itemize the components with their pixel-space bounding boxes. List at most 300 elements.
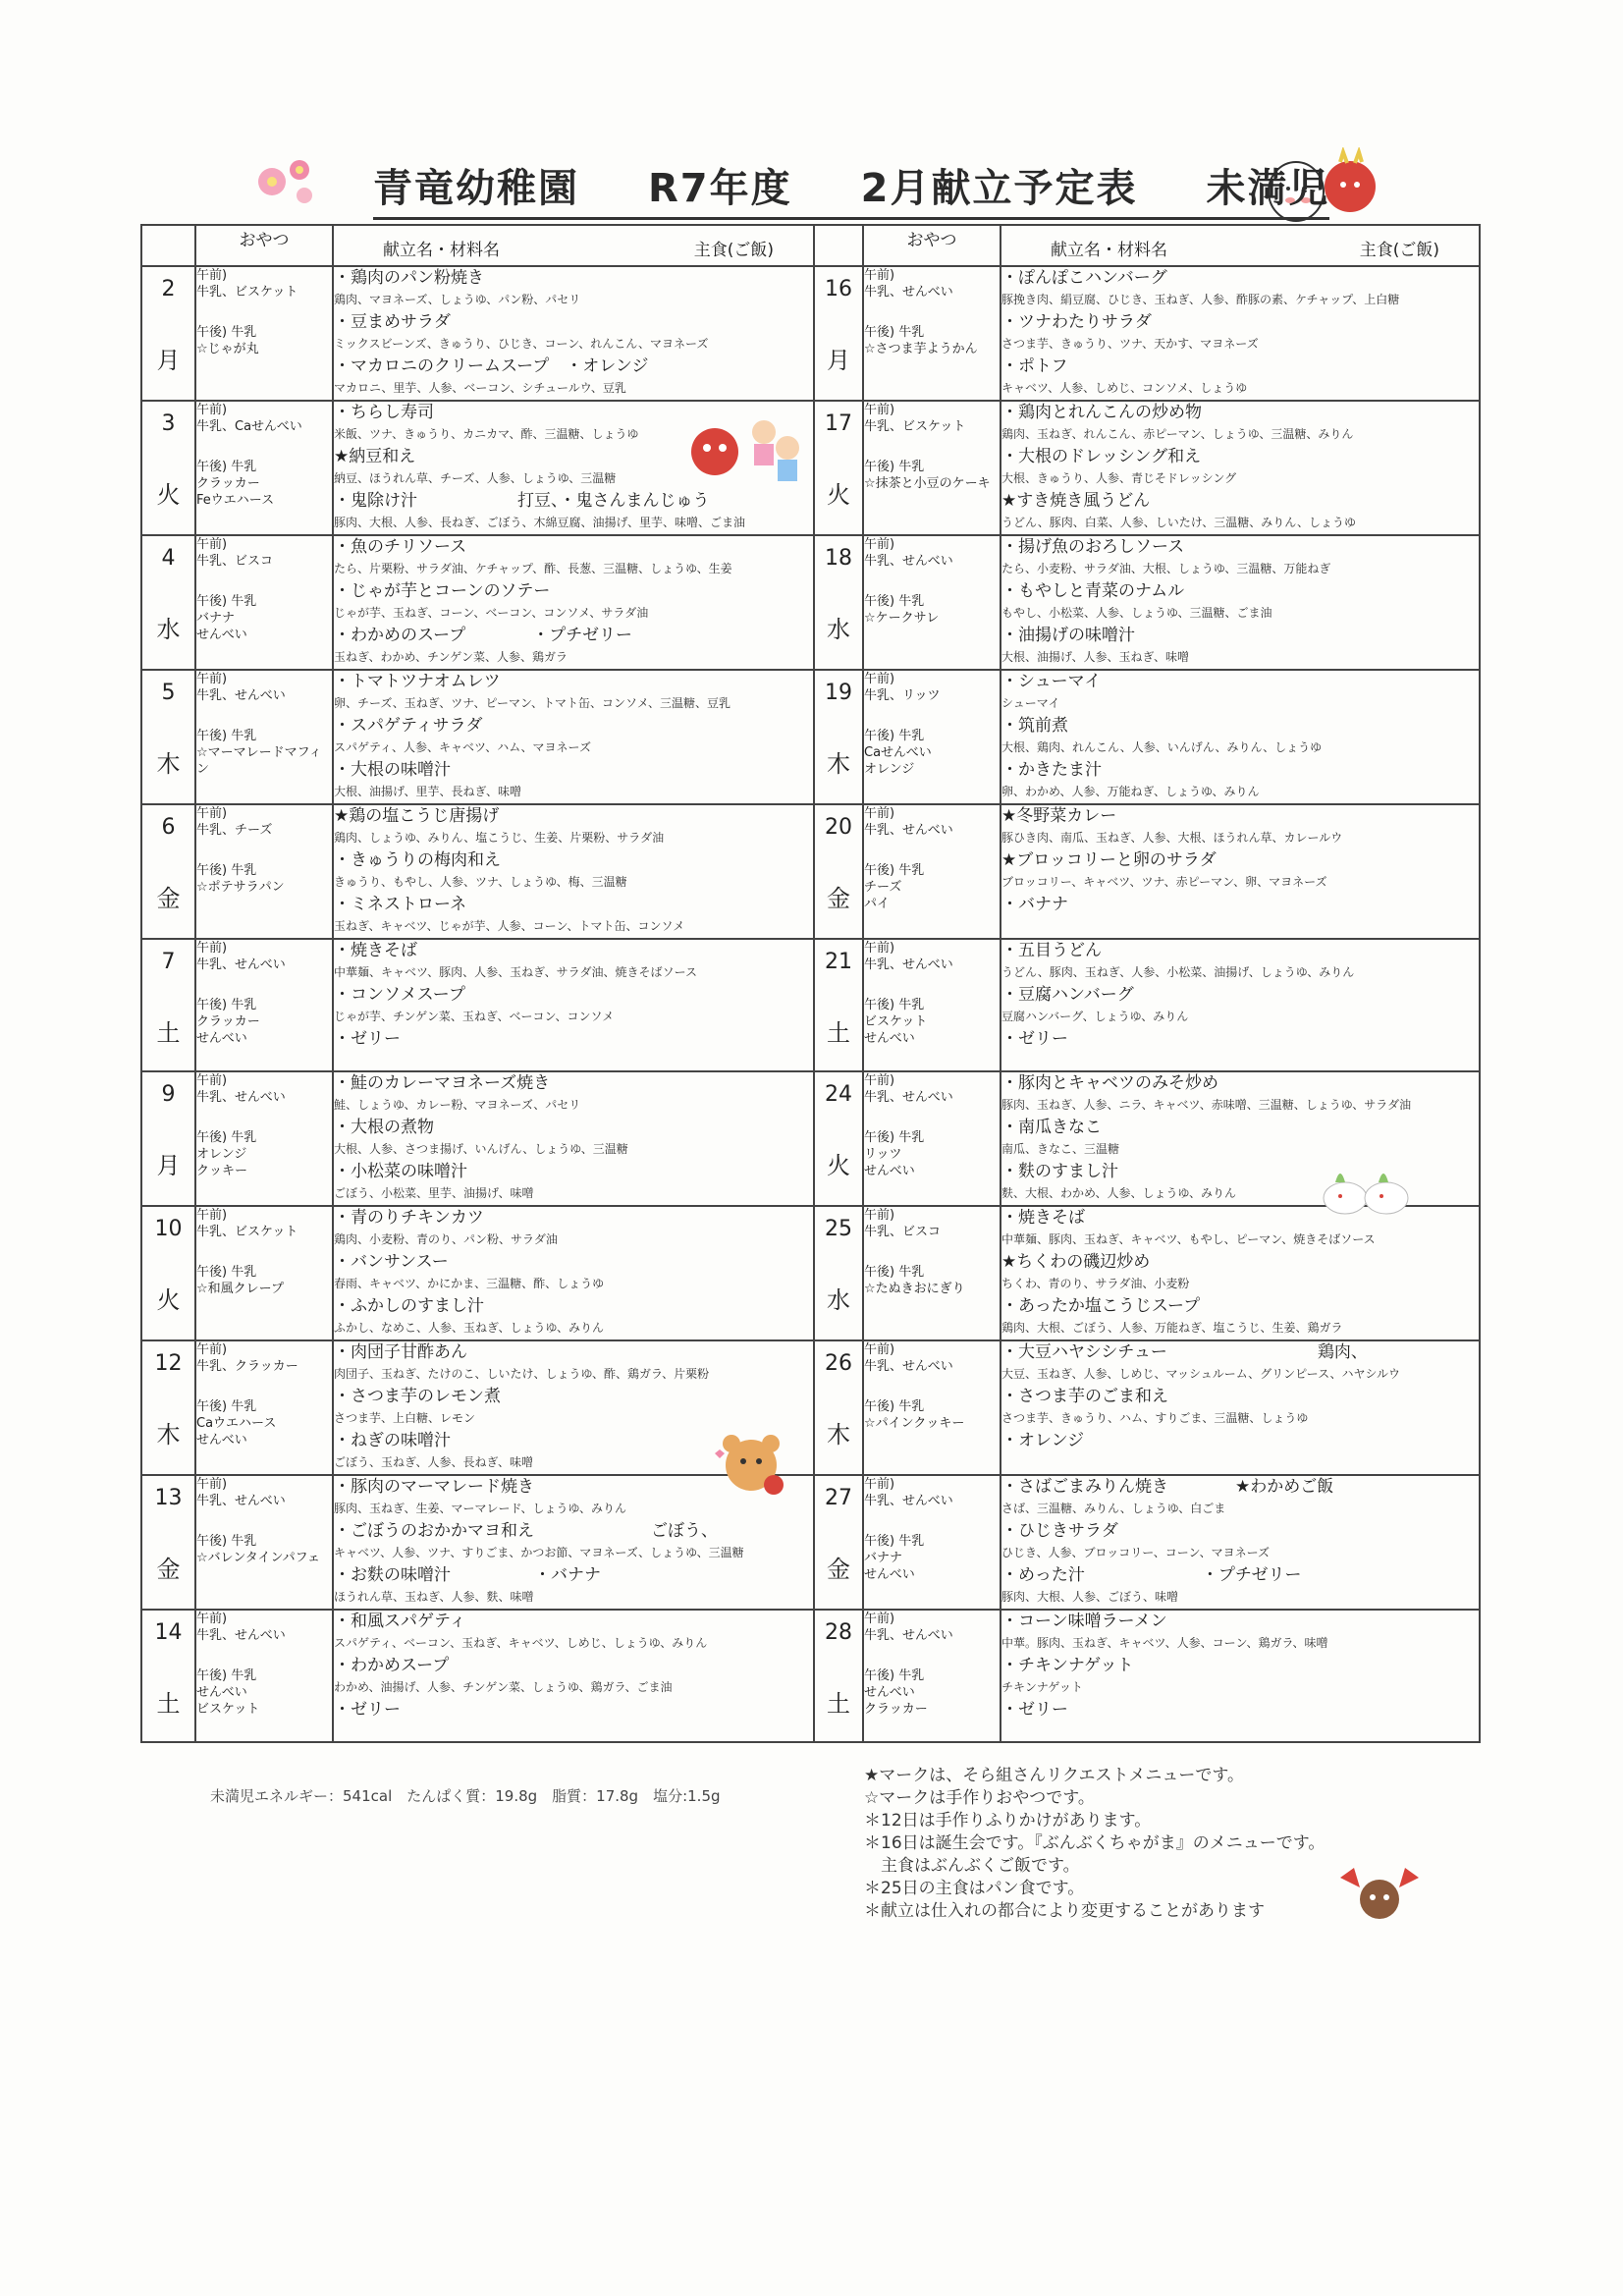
day-cell: 17 火 (814, 401, 863, 535)
dishes-cell (333, 1206, 814, 1340)
am-snack: 牛乳、せんべい (196, 688, 286, 703)
snack-cell (195, 266, 333, 401)
pm-label: 午後) 牛乳 (864, 1668, 925, 1683)
dish-ingredients: 豚肉、大根、人参、長ねぎ、ごぼう、木綿豆腐、油揚げ、里芋、味噌、ごま油 (334, 516, 746, 529)
menu-row (141, 535, 1480, 670)
am-label: 午前) (864, 537, 895, 552)
dish-ingredients: ひじき、人参、ブロッコリー、コーン、マヨネーズ (1001, 1546, 1271, 1559)
pm-snack-item: クラッカー (196, 1014, 260, 1029)
day-cell: 7 土 (141, 939, 195, 1071)
snack-cell (195, 1475, 333, 1610)
pm-label: 午後) 牛乳 (196, 1534, 257, 1549)
dish-name: ・かきたま汁 (1001, 760, 1102, 780)
dish-name: ・さつま芋のごま和え (1001, 1387, 1168, 1406)
dish-name: ・大根の味噌汁 (334, 760, 451, 780)
day-cell: 9 月 (141, 1071, 195, 1206)
pm-snack-item: ☆たぬきおにぎり (864, 1282, 965, 1296)
am-snack: 牛乳、せんべい (864, 1628, 953, 1643)
dishes-cell (1001, 804, 1480, 939)
dish-name: ★すき焼き風うどん (1001, 491, 1151, 511)
dish-name: ・オレンジ (1001, 1431, 1085, 1450)
pm-snack-item: せんべい (864, 1164, 915, 1178)
dish-name: ・ミネストローネ (334, 895, 467, 914)
dish-name: ・ふかしのすまし汁 (334, 1296, 484, 1316)
dish-ingredients: 大根、きゅうり、人参、青じそドレッシング (1001, 471, 1237, 485)
dish-name: ・筑前煮 (1001, 716, 1068, 736)
dish-name: ・和風スパゲティ (334, 1612, 466, 1631)
dish-ingredients: 大根、人参、さつま揚げ、いんげん、しょうゆ、三温糖 (334, 1142, 628, 1156)
dish-name: ・ゼリー (1001, 1029, 1068, 1049)
am-label: 午前) (864, 268, 895, 283)
dish-name: ・五目うどん (1001, 941, 1102, 960)
dish-name: ★ブロッコリーと卵のサラダ (1001, 850, 1217, 870)
dishes-cell (1001, 1610, 1480, 1742)
day-cell: 3 火 (141, 401, 195, 535)
am-label: 午前) (864, 1612, 895, 1626)
dish-name: ・ゼリー (1001, 1700, 1068, 1720)
dishes-cell (333, 535, 814, 670)
am-label: 午前) (864, 806, 895, 821)
menu-table (140, 224, 1481, 1743)
dish-name: ・豚肉のマーマレード焼き (334, 1477, 534, 1497)
dishes-cell (1001, 939, 1480, 1071)
pm-snack-item: Feウエハース (196, 493, 275, 508)
dish-ingredients: 鶏肉、大根、ごぼう、人参、万能ねぎ、塩こうじ、生姜、鶏ガラ (1001, 1321, 1343, 1335)
day-cell: 10 火 (141, 1206, 195, 1340)
pm-snack-item: バナナ (196, 611, 236, 626)
pm-snack-item: パイ (864, 897, 891, 911)
day-cell: 21 土 (814, 939, 863, 1071)
dish-name: ・焼きそば (1001, 1208, 1085, 1228)
dish-ingredients: チキンナゲット (1001, 1680, 1083, 1694)
dish-name: ・コンソメスープ (334, 985, 465, 1005)
pm-snack-item: ☆和風クレープ (196, 1282, 285, 1296)
dishes-cell (1001, 401, 1480, 535)
pm-snack-item: リッツ (864, 1147, 902, 1162)
dishes-cell (1001, 266, 1480, 401)
snack-cell (195, 1071, 333, 1206)
pm-snack-item: ☆ケークサレ (864, 611, 940, 626)
am-snack: 牛乳、せんべい (196, 1628, 286, 1643)
dish-ingredients: 米飯、ツナ、きゅうり、カニカマ、酢、三温糖、しょうゆ (334, 427, 639, 441)
am-label: 午前) (196, 1208, 228, 1223)
am-snack: 牛乳、ビスケット (196, 285, 298, 300)
pm-snack-item: せんべい (196, 1433, 247, 1448)
dish-name: ・スパゲティサラダ (334, 716, 483, 736)
dish-ingredients: ごぼう、玉ねぎ、人参、長ねぎ、味噌 (334, 1455, 534, 1469)
dish-name: ★納豆和え (334, 447, 416, 466)
pm-snack-item: オレンジ (196, 1147, 247, 1162)
tanuki-illustration (1335, 1858, 1424, 1937)
pm-snack-item: ビスケット (196, 1702, 260, 1717)
snack-cell (863, 804, 1001, 939)
dish-name: ・油揚げの味噌汁 (1001, 626, 1135, 645)
pm-snack-item: ☆ポテサラパン (196, 880, 285, 895)
am-label: 午前) (196, 1477, 228, 1492)
dish-ingredients: キャベツ、人参、しめじ、コンソメ、しょうゆ (1001, 381, 1248, 395)
dish-ingredients: たら、片栗粉、サラダ油、ケチャップ、酢、長葱、三温糖、しょうゆ、生姜 (334, 562, 732, 575)
snack-cell (863, 670, 1001, 804)
pm-label: 午後) 牛乳 (864, 998, 925, 1012)
pm-snack-item: ☆バレンタインパフェ (196, 1551, 320, 1565)
dishes-cell (1001, 670, 1480, 804)
dish-name: ・豚肉とキャベツのみそ炒め (1001, 1073, 1218, 1093)
nutrition-info: 未満児エネルギー：541cal たんぱく質：19.8g 脂質：17.8g 塩分:1.5g (210, 1787, 721, 1805)
dish-ingredients: 玉ねぎ、キャベツ、じゃが芋、人参、コーン、トマト缶、コンソメ (334, 919, 685, 933)
pm-snack-item: せんべい (864, 1685, 915, 1700)
day-cell: 27 金 (814, 1475, 863, 1610)
pm-label: 午後) 牛乳 (196, 1130, 257, 1145)
dish-ingredients: 中華。豚肉、玉ねぎ、キャベツ、人参、コーン、鶏ガラ、味噌 (1001, 1636, 1328, 1650)
am-snack: 牛乳、リッツ (864, 688, 941, 703)
am-snack: 牛乳、せんべい (196, 1090, 286, 1105)
dish-ingredients: 大根、油揚げ、里芋、長ねぎ、味噌 (334, 785, 522, 798)
dish-ingredients: 鶏肉、マヨネーズ、しょうゆ、パン粉、パセリ (334, 293, 581, 306)
snack-cell (863, 266, 1001, 401)
dish-name: ・お麩の味噌汁 ・バナナ (334, 1565, 601, 1585)
note-line: ＊12日は手作りふりかけがあります。 (864, 1811, 1152, 1831)
dish-name: ・小松菜の味噌汁 (334, 1162, 467, 1181)
dish-ingredients: 肉団子、玉ねぎ、たけのこ、しいたけ、しょうゆ、酢、鶏ガラ、片栗粉 (334, 1367, 710, 1381)
pm-snack-item: せんべい (196, 628, 247, 642)
snack-cell (863, 1475, 1001, 1610)
dishes-cell (333, 266, 814, 401)
dish-name: ・南瓜きなこ (1001, 1118, 1102, 1137)
am-snack: 牛乳、ビスケット (864, 419, 966, 434)
dish-ingredients: 卵、わかめ、人参、万能ねぎ、しょうゆ、みりん (1001, 785, 1260, 798)
dishes-cell (1001, 1475, 1480, 1610)
dish-name: ・豆まめサラダ (334, 312, 451, 332)
dish-name: ・揚げ魚のおろしソース (1001, 537, 1185, 557)
pm-snack-item: せんべい (864, 1567, 915, 1582)
dish-ingredients: 鶏肉、小麦粉、青のり、パン粉、サラダ油 (334, 1232, 558, 1246)
dish-ingredients: きゅうり、もやし、人参、ツナ、しょうゆ、梅、三温糖 (334, 875, 627, 889)
day-cell: 12 木 (141, 1340, 195, 1475)
am-label: 午前) (864, 672, 895, 686)
dish-ingredients: ほうれん草、玉ねぎ、人参、麩、味噌 (334, 1590, 534, 1604)
dish-name: ・シューマイ (1001, 672, 1102, 691)
day-cell: 2 月 (141, 266, 195, 401)
dish-name: ・チキンナゲット (1001, 1656, 1134, 1675)
am-label: 午前) (196, 1342, 228, 1357)
pm-label: 午後) 牛乳 (196, 998, 257, 1012)
dish-name: ★冬野菜カレー (1001, 806, 1117, 826)
am-snack: 牛乳、せんべい (864, 1494, 953, 1508)
dish-name: ・大豆ハヤシシチュー 鶏肉、 (1001, 1342, 1368, 1362)
dish-name: ・トマトツナオムレツ (334, 672, 501, 691)
snack-cell (195, 939, 333, 1071)
header-day (814, 225, 863, 266)
snack-cell (195, 670, 333, 804)
note-line: ＊16日は誕生会です。『ぶんぶくちゃがま』のメニューです。 (864, 1833, 1325, 1853)
dish-ingredients: 納豆、ほうれん草、チーズ、人参、しょうゆ、三温糖 (334, 471, 617, 485)
pm-snack-item: せんべい (196, 1031, 247, 1046)
am-label: 午前) (196, 268, 228, 283)
dish-ingredients: 豚肉、玉ねぎ、人参、ニラ、キャベツ、赤味噌、三温糖、しょうゆ、サラダ油 (1001, 1098, 1412, 1112)
snack-cell (863, 401, 1001, 535)
dish-ingredients: 鮭、しょうゆ、カレー粉、マヨネーズ、パセリ (334, 1098, 581, 1112)
dish-ingredients: ちくわ、青のり、サラダ油、小麦粉 (1001, 1277, 1190, 1290)
am-label: 午前) (196, 941, 228, 956)
dish-ingredients: 豚ひき肉、南瓜、玉ねぎ、人参、大根、ほうれん草、カレールウ (1001, 831, 1343, 845)
dish-ingredients: 大根、油揚げ、人参、玉ねぎ、味噌 (1001, 650, 1190, 664)
dish-ingredients: 豚肉、大根、人参、ごぼう、味噌 (1001, 1590, 1179, 1604)
day-cell: 28 土 (814, 1610, 863, 1742)
pm-snack-item: Caウエハース (196, 1416, 277, 1431)
dish-ingredients: じゃが芋、玉ねぎ、コーン、ベーコン、コンソメ、サラダ油 (334, 606, 649, 620)
dish-name: ・麩のすまし汁 (1001, 1162, 1118, 1181)
pm-label: 午後) 牛乳 (196, 863, 257, 878)
am-label: 午前) (196, 537, 228, 552)
dish-ingredients: 豚肉、玉ねぎ、生姜、マーマレード、しょうゆ、みりん (334, 1502, 626, 1515)
note-line: ☆マークは手作りおやつです。 (864, 1788, 1095, 1808)
pm-snack-item: せんべい (196, 1685, 247, 1700)
dish-name: ・ツナわたりサラダ (1001, 312, 1152, 332)
am-label: 午前) (196, 1073, 228, 1088)
dish-name: ・あったか塩こうじスープ (1001, 1296, 1201, 1316)
dish-name: ・豆腐ハンバーグ (1001, 985, 1134, 1005)
menu-row (141, 1475, 1480, 1610)
header-day (141, 225, 195, 266)
day-cell: 13 金 (141, 1475, 195, 1610)
am-snack: 牛乳、せんべい (196, 957, 286, 972)
menu-row (141, 670, 1480, 804)
am-label: 午前) (196, 672, 228, 686)
dish-name: ・鶏肉のパン粉焼き (334, 268, 484, 288)
dish-name: ・ちらし寿司 (334, 403, 434, 422)
dish-ingredients: マカロニ、里芋、人参、ベーコン、シチュールウ、豆乳 (334, 381, 626, 395)
pm-label: 午後) 牛乳 (864, 325, 925, 340)
dish-name: ・ぽんぽこハンバーグ (1001, 268, 1167, 288)
dish-ingredients: 春雨、キャベツ、かにかま、三温糖、酢、しょうゆ (334, 1277, 605, 1290)
pm-snack-item: チーズ (864, 880, 902, 895)
dishes-cell (333, 1610, 814, 1742)
header-dish: 献立名・材料名 主食(ご飯) (333, 225, 814, 266)
snack-cell (863, 1071, 1001, 1206)
dish-name: ・ゼリー (334, 1029, 401, 1049)
snack-cell (195, 535, 333, 670)
dish-ingredients: うどん、豚肉、玉ねぎ、人参、小松菜、油揚げ、しょうゆ、みりん (1001, 965, 1355, 979)
pm-snack-item: ☆抹茶と小豆のケーキ (864, 476, 991, 491)
snack-cell (863, 1206, 1001, 1340)
dishes-cell (1001, 1340, 1480, 1475)
dish-name: ・焼きそば (334, 941, 417, 960)
dish-ingredients: さつま芋、きゅうり、ツナ、天かす、マヨネーズ (1001, 337, 1259, 351)
dish-ingredients: うどん、豚肉、白菜、人参、しいたけ、三温糖、みりん、しょうゆ (1001, 516, 1356, 529)
dish-name: ・青のりチキンカツ (334, 1208, 484, 1228)
snack-cell (863, 1340, 1001, 1475)
am-snack: 牛乳、せんべい (864, 285, 953, 300)
day-cell: 4 水 (141, 535, 195, 670)
dish-ingredients: もやし、小松菜、人参、しょうゆ、三温糖、ごま油 (1001, 606, 1272, 620)
dish-name: ・わかめスープ (334, 1656, 450, 1675)
pm-snack-item: ビスケット (864, 1014, 928, 1029)
menu-row (141, 804, 1480, 939)
dish-ingredients: 麩、大根、わかめ、人参、しょうゆ、みりん (1001, 1186, 1237, 1200)
dish-ingredients: さば、三温糖、みりん、しょうゆ、白ごま (1001, 1502, 1226, 1515)
dish-name: ・さばごまみりん焼き ★わかめご飯 (1001, 1477, 1334, 1497)
am-snack: 牛乳、せんべい (864, 554, 953, 569)
dish-ingredients: 中華麺、豚肉、玉ねぎ、キャベツ、もやし、ピーマン、焼きそばソース (1001, 1232, 1376, 1246)
day-cell: 6 金 (141, 804, 195, 939)
pm-snack-item: ☆さつま芋ようかん (864, 342, 978, 356)
dish-name: ・わかめのスープ ・プチゼリー (334, 626, 632, 645)
header-snack: おやつ (863, 225, 1001, 266)
dish-name: ・大根のドレッシング和え (1001, 447, 1202, 466)
day-cell: 5 木 (141, 670, 195, 804)
snack-cell (195, 804, 333, 939)
snow-rabbits-illustration (1316, 1159, 1414, 1218)
am-snack: 牛乳、ビスコ (196, 554, 274, 569)
oni-kids-illustration (687, 412, 805, 491)
pm-snack-item: ☆マーマレードマフィン (196, 745, 322, 777)
pm-snack-item: オレンジ (864, 762, 915, 777)
dish-name: ・めった汁 ・プチゼリー (1001, 1565, 1302, 1585)
menu-row (141, 1340, 1480, 1475)
dish-name: ・きゅうりの梅肉和え (334, 850, 501, 870)
pm-label: 午後) 牛乳 (864, 729, 925, 743)
pm-label: 午後) 牛乳 (196, 729, 257, 743)
header-dish: 献立名・材料名 主食(ご飯) (1001, 225, 1480, 266)
am-label: 午前) (196, 806, 228, 821)
pm-label: 午後) 牛乳 (864, 1130, 925, 1145)
am-snack: 牛乳、せんべい (196, 1494, 286, 1508)
snack-cell (195, 1610, 333, 1742)
pm-label: 午後) 牛乳 (864, 460, 925, 474)
am-snack: 牛乳、ビスコ (864, 1225, 942, 1239)
snack-cell (195, 1340, 333, 1475)
dish-ingredients: 豚挽き肉、絹豆腐、ひじき、玉ねぎ、人参、酢豚の素、ケチャップ、上白糖 (1001, 293, 1400, 306)
dishes-cell (1001, 535, 1480, 670)
pm-snack-item: Caせんべい (864, 745, 932, 760)
dish-name: ・ごぼうのおかかマヨ和え ごぼう、 (334, 1521, 718, 1541)
menu-row (141, 1610, 1480, 1742)
dish-name: ・じゃが芋とコーンのソテー (334, 581, 551, 601)
pm-label: 午後) 牛乳 (196, 1399, 257, 1414)
pm-snack-item: ☆じゃが丸 (196, 342, 259, 356)
dish-ingredients: 鶏肉、しょうゆ、みりん、塩こうじ、生姜、片栗粉、サラダ油 (334, 831, 665, 845)
snack-cell (195, 401, 333, 535)
dish-ingredients: じゃが芋、チンゲン菜、玉ねぎ、ベーコン、コンソメ (334, 1010, 615, 1023)
day-cell: 20 金 (814, 804, 863, 939)
note-line: ＊献立は仕入れの都合により変更することがあります (864, 1901, 1265, 1921)
dish-ingredients: スパゲティ、人参、キャベツ、ハム、マヨネーズ (334, 740, 591, 754)
dish-name: ・ポトフ (1001, 356, 1068, 376)
dish-name: ・バナナ (1001, 895, 1068, 914)
dish-name: ・魚のチリソース (334, 537, 467, 557)
am-snack: 牛乳、ビスケット (196, 1225, 298, 1239)
dish-ingredients: たら、小麦粉、サラダ油、大根、しょうゆ、三温糖、万能ねぎ (1001, 562, 1331, 575)
day-cell: 19 木 (814, 670, 863, 804)
am-label: 午前) (864, 1477, 895, 1492)
am-label: 午前) (196, 403, 228, 417)
dish-ingredients: 中華麺、キャベツ、豚肉、人参、玉ねぎ、サラダ油、焼きそばソース (334, 965, 697, 979)
dish-ingredients: さつま芋、上白糖、レモン (334, 1411, 476, 1425)
day-cell: 25 水 (814, 1206, 863, 1340)
notes-list (864, 1765, 1325, 1923)
header-row (141, 225, 1480, 266)
menu-row (141, 1071, 1480, 1206)
day-cell: 16 月 (814, 266, 863, 401)
am-label: 午前) (864, 403, 895, 417)
dish-name: ・もやしと青菜のナムル (1001, 581, 1185, 601)
menu-row (141, 266, 1480, 401)
am-snack: 牛乳、せんべい (864, 1090, 953, 1105)
dish-name: ・バンサンスー (334, 1252, 449, 1272)
dish-ingredients: 南瓜、きなこ、三温糖 (1001, 1142, 1120, 1156)
dish-ingredients: シューマイ (1001, 696, 1060, 710)
pm-snack-item: クッキー (196, 1164, 248, 1178)
am-label: 午前) (864, 1208, 895, 1223)
am-snack: 牛乳、せんべい (864, 957, 953, 972)
dishes-cell (333, 1071, 814, 1206)
pm-snack-item: クラッカー (196, 476, 260, 491)
dish-name: ・鬼除け汁 打豆、・鬼さんまんじゅう (334, 491, 710, 511)
am-snack: 牛乳、せんべい (864, 1359, 953, 1374)
dish-ingredients: キャベツ、人参、ツナ、すりごま、かつお節、マヨネーズ、しょうゆ、三温糖 (334, 1546, 744, 1559)
pm-label: 午後) 牛乳 (864, 1399, 925, 1414)
dish-name: ・肉団子甘酢あん (334, 1342, 467, 1362)
pm-label: 午後) 牛乳 (196, 1668, 257, 1683)
dish-ingredients: ブロッコリー、キャベツ、ツナ、赤ピーマン、卵、マヨネーズ (1001, 875, 1327, 889)
dishes-cell (1001, 1206, 1480, 1340)
pm-snack-item: せんべい (864, 1031, 915, 1046)
note-line: 主食はぶんぶくご飯です。 (864, 1856, 1080, 1876)
day-cell: 24 火 (814, 1071, 863, 1206)
dish-ingredients: ごぼう、小松菜、里芋、油揚げ、味噌 (334, 1186, 534, 1200)
dish-ingredients: 大豆、玉ねぎ、人参、しめじ、マッシュルーム、グリンピース、ハヤシルウ (1001, 1367, 1401, 1381)
am-snack: 牛乳、せんべい (864, 823, 953, 838)
am-label: 午前) (864, 1342, 895, 1357)
dish-name: ・コーン味噌ラーメン (1001, 1612, 1167, 1631)
dish-name: ・マカロニのクリームスープ ・オレンジ (334, 356, 649, 376)
menu-row (141, 939, 1480, 1071)
dish-ingredients: 大根、鶏肉、れんこん、人参、いんげん、みりん、しょうゆ (1001, 740, 1323, 754)
am-label: 午前) (864, 941, 895, 956)
am-snack: 牛乳、クラッカー (196, 1359, 298, 1374)
dish-ingredients: 鶏肉、玉ねぎ、れんこん、赤ピーマン、しょうゆ、三温糖、みりん (1001, 427, 1354, 441)
day-cell: 14 土 (141, 1610, 195, 1742)
dishes-cell (333, 939, 814, 1071)
header-snack: おやつ (195, 225, 333, 266)
bear-illustration (707, 1424, 795, 1507)
dish-ingredients: 豆腐ハンバーグ、しょうゆ、みりん (1001, 1010, 1189, 1023)
plum-blossom-icon (250, 152, 324, 211)
dishes-cell (333, 804, 814, 939)
dish-name: ・鶏肉とれんこんの炒め物 (1001, 403, 1202, 422)
dish-ingredients: ミックスビーンズ、きゅうり、ひじき、コーン、れんこん、マヨネーズ (334, 337, 709, 351)
dish-name: ・ねぎの味噌汁 (334, 1431, 451, 1450)
am-label: 午前) (196, 1612, 228, 1626)
snack-cell (863, 939, 1001, 1071)
dish-ingredients: スパゲティ、ベーコン、玉ねぎ、キャベツ、しめじ、しょうゆ、みりん (334, 1636, 708, 1650)
day-cell: 18 水 (814, 535, 863, 670)
note-line: ★マークは、そら組さんリクエストメニューです。 (864, 1766, 1245, 1785)
am-label: 午前) (864, 1073, 895, 1088)
pm-label: 午後) 牛乳 (864, 594, 925, 609)
dish-name: ・鮭のカレーマヨネーズ焼き (334, 1073, 551, 1093)
note-line: ＊25日の主食はパン食です。 (864, 1879, 1085, 1898)
dish-ingredients: わかめ、油揚げ、人参、チンゲン菜、しょうゆ、鶏ガラ、ごま油 (334, 1680, 673, 1694)
dish-ingredients: ふかし、なめこ、人参、玉ねぎ、しょうゆ、みりん (334, 1321, 605, 1335)
dish-ingredients: 卵、チーズ、玉ねぎ、ツナ、ピーマン、トマト缶、コンソメ、三温糖、豆乳 (334, 696, 731, 710)
pm-snack-item: クラッカー (864, 1702, 928, 1717)
pm-label: 午後) 牛乳 (196, 325, 257, 340)
dish-name: ★ちくわの磯辺炒め (1001, 1252, 1151, 1272)
snack-cell (863, 535, 1001, 670)
menu-row (141, 401, 1480, 535)
menu-row (141, 1206, 1480, 1340)
